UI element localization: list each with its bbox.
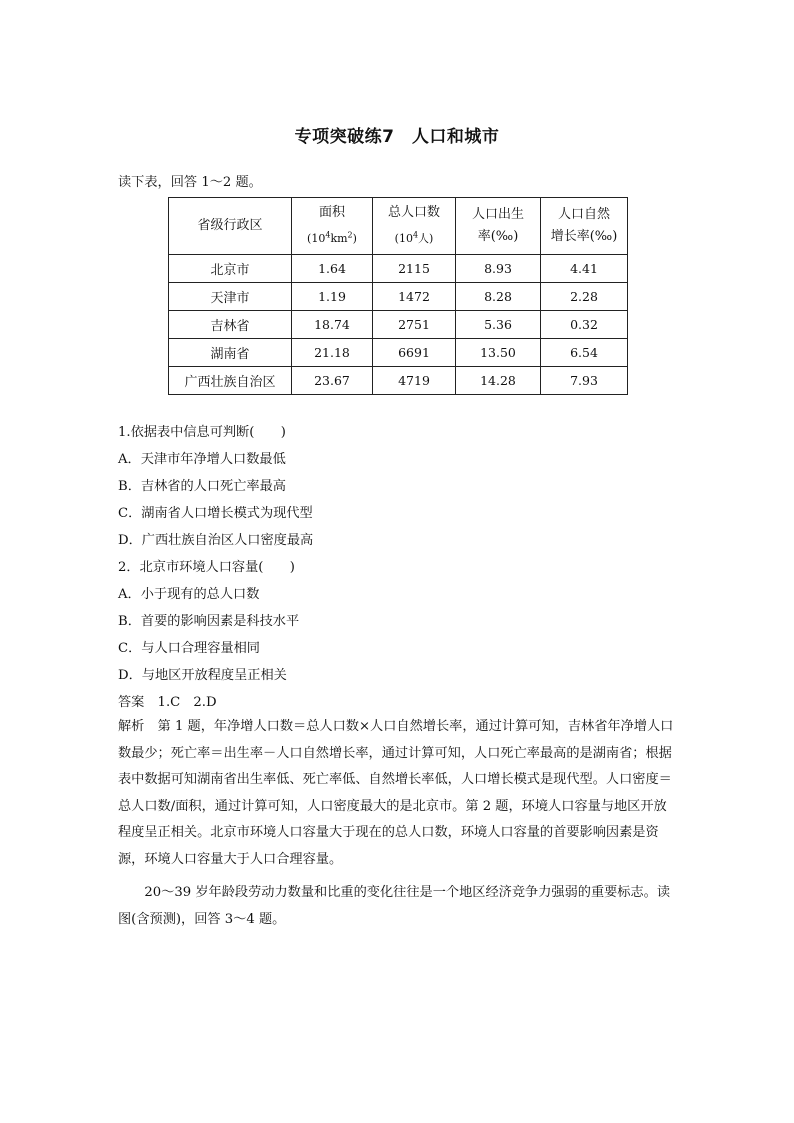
question-1-option-c: C．湖南省人口增长模式为现代型 (118, 506, 313, 521)
question-2-option-a: A．小于现有的总人口数 (118, 587, 260, 602)
cell-growth-rate: 0.32 (541, 311, 628, 339)
table-row (169, 311, 628, 339)
cell-growth-rate: 7.93 (541, 367, 628, 395)
cell-region: 吉林省 (169, 311, 292, 339)
analysis-paragraph: 解析 第 1 题，年净增人口数＝总人口数×人口自然增长率，通过计算可知，吉林省年净增人口数最少；死亡率＝出生率－人口自然增长率，通过计算可知，人口死亡率最高的是湖南省；根据表中数据可知湖南省出生率低、死亡率低、自然增长率低，人口增长模式是现代型。人口密度＝总人口数/面积，通过计算可知，人口密度最大的是北京市。第 2 题，环境人口容量与地区开放程度呈正相关。北京市环境人口容量大于现在的总人口数，环境人口容量的首要影响因素是资源，环境人口容量大于人口合理容量。 (118, 719, 674, 867)
cell-population: 6691 (373, 339, 456, 367)
cell-population: 1472 (373, 283, 456, 311)
header-birth-rate: 人口出生 率(‰) (456, 198, 541, 255)
cell-region: 广西壮族自治区 (169, 367, 292, 395)
cell-population: 2751 (373, 311, 456, 339)
question-1-option-a: A．天津市年净增人口数最低 (118, 452, 286, 467)
question-1-stem: 1.依据表中信息可判断( ) (118, 425, 286, 440)
cell-growth-rate: 2.28 (541, 283, 628, 311)
question-1-option-d: D．广西壮族自治区人口密度最高 (118, 533, 314, 548)
table-header-row (169, 198, 628, 255)
cell-growth-rate: 4.41 (541, 255, 628, 283)
table-row (169, 255, 628, 283)
cell-region: 湖南省 (169, 339, 292, 367)
header-region: 省级行政区 (169, 198, 292, 255)
cell-birth-rate: 5.36 (456, 311, 541, 339)
cell-birth-rate: 14.28 (456, 367, 541, 395)
cell-region: 北京市 (169, 255, 292, 283)
population-table (168, 197, 628, 395)
table-row (169, 339, 628, 367)
question-1-option-b: B．吉林省的人口死亡率最高 (118, 479, 286, 494)
cell-region: 天津市 (169, 283, 292, 311)
cell-population: 2115 (373, 255, 456, 283)
cell-birth-rate: 13.50 (456, 339, 541, 367)
cell-growth-rate: 6.54 (541, 339, 628, 367)
cell-area: 23.67 (292, 367, 373, 395)
question-2-option-d: D．与地区开放程度呈正相关 (118, 668, 287, 683)
answer-line: 答案 1.C 2.D (118, 695, 217, 710)
cell-area: 21.18 (292, 339, 373, 367)
table-intro: 读下表，回答 1～2 题。 (118, 175, 262, 190)
header-growth-rate: 人口自然 增长率(‰) (541, 198, 628, 255)
question-2-option-c: C．与人口合理容量相同 (118, 641, 260, 656)
next-section-intro: 20～39 岁年龄段劳动力数量和比重的变化往往是一个地区经济竞争力强弱的重要标志。读图(含预测)，回答 3～4 题。 (118, 885, 671, 927)
cell-area: 1.64 (292, 255, 373, 283)
cell-birth-rate: 8.93 (456, 255, 541, 283)
table-row (169, 283, 628, 311)
cell-area: 1.19 (292, 283, 373, 311)
header-area: 面积 $(10^4km^2)$ (292, 198, 373, 255)
header-population: 总人口数 ($10^4$人) (373, 198, 456, 255)
page-title: 专项突破练7 人口和城市 (294, 127, 500, 147)
cell-birth-rate: 8.28 (456, 283, 541, 311)
question-2-stem: 2．北京市环境人口容量( ) (118, 560, 295, 575)
cell-population: 4719 (373, 367, 456, 395)
cell-area: 18.74 (292, 311, 373, 339)
question-2-option-b: B．首要的影响因素是科技水平 (118, 614, 300, 629)
table-row (169, 367, 628, 395)
